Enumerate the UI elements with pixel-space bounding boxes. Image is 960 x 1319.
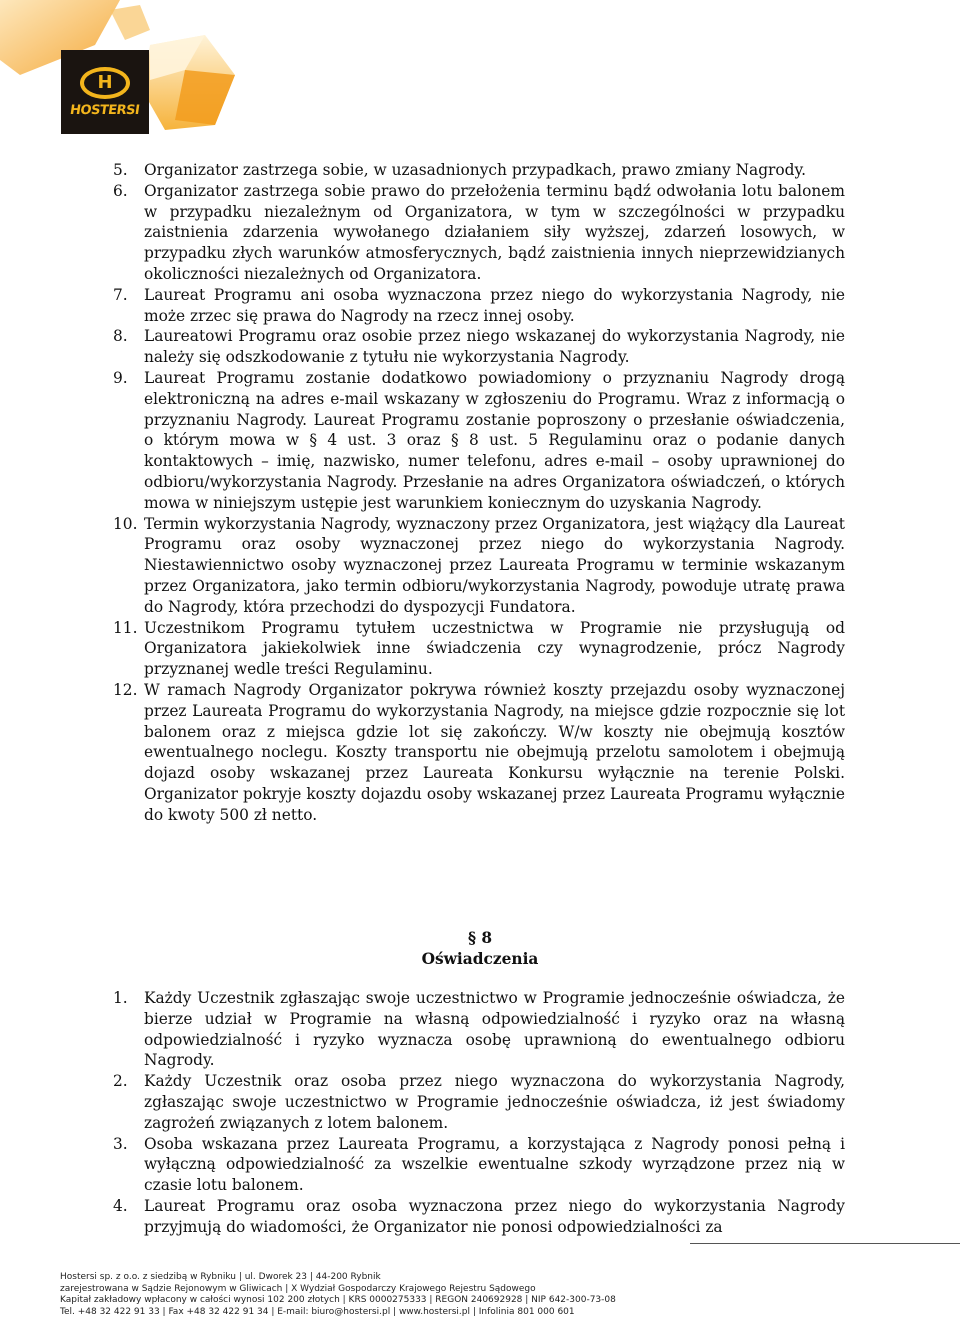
item-text: Osoba wskazana przez Laureata Programu, a korzystająca z Nagrody ponosi pełną i wyłączną odpowiedzialność za wszelkie ewentualne szkody wyrządzone przez nią w czasie lotu balonem. [144,1134,845,1195]
item-number: 11. [113,618,138,637]
item-text: Laureat Programu oraz osoba wyznaczona przez niego do wykorzystania Nagrody przyjmują do wiadomości, że Organizator nie ponosi odpowiedzialności za [144,1196,845,1236]
logo-text: HOSTERSI [69,102,141,118]
numbered-list-part1 [113,160,845,826]
item-number: 10. [113,514,138,533]
section-number: § 8 [467,929,493,947]
item-text: Laureat Programu ani osoba wyznaczona przez niego do wykorzystania Nagrody, nie może zrzec się prawa do Nagrody na rzecz innej osoby. [144,285,845,325]
item-number: 2. [113,1072,128,1091]
section-title: Oświadczenia [421,950,539,968]
footer-divider [690,1243,960,1244]
item-number: 8. [113,327,128,346]
item-number: 5. [113,161,128,179]
company-footer [60,1272,700,1318]
numbered-list-part2 [113,988,845,1238]
item-text: Termin wykorzystania Nagrody, wyznaczony przez Organizatora, jest wiążący dla Laureat Programu oraz osoby wyznaczonej przez niego do wykorzystania Nagrody. Niestawiennictwo osoby wyznaczonej przez Laureata Programu w terminie wskazanym przez Organizatora, jako termin odbioru/wykorzystania Nagrody, powoduje utratę prawa do Nagrody, która przechodzi do dyspozycji Fundatora. [144,514,845,616]
item-number: 4. [113,1196,128,1215]
list-item [113,1196,845,1238]
item-number: 1. [113,989,128,1007]
item-text: W ramach Nagrody Organizator pokrywa również koszty przejazdu osoby wyznaczonej przez Laureata Programu do wykorzystania Nagrody, na miejsce gdzie rozpocznie się lot balonem oraz z miejsca gdzie lot się zakończy. W/w koszty nie obejmują kosztów ewentualnego noclegu. Koszty transportu nie obejmują przelotu samolotem i obejmują dojazd osoby wskazanej przez Laureata Konkursu wyłącznie na terenie Polski. Organizator pokryje koszty dojazdu osoby wskazanej przez Laureata Programu wyłącznie do kwoty 500 zł netto. [144,680,845,824]
list-item [113,1134,845,1196]
item-text: Laureat Programu zostanie dodatkowo powiadomiony o przyznaniu Nagrody drogą elektroniczną na adres e-mail wskazany w zgłoszeniu do Programu. Wraz z informacją o przyznaniu Nagrody. Laureat Programu zostanie poproszony o przesłanie oświadczenia, o którym mowa w § 4 ust. 3 oraz § 8 ust. 5 Regulaminu oraz o podanie danych kontaktowych – imię, nazwisko, numer telefonu, adres e-mail – osoby uprawnionej do odbioru/wykorzystania Nagrody. Przesłanie na adres Organizatora oświadczeń, o których mowa w niniejszym ustępie jest warunkiem koniecznym do uzyskania Nagrody. [144,368,845,512]
list-item [113,326,845,368]
list-item [113,368,845,514]
list-item [113,514,845,618]
item-number: 7. [113,285,128,304]
footer-line: Kapitał zakładowy wpłacony w całości wynosi 102 200 złotych | KRS 0000275333 | REGON 240692928 | NIP 642-300-73-08 [60,1295,616,1305]
logo-mark: H [80,67,130,99]
list-item [113,181,845,285]
item-number: 3. [113,1134,128,1153]
item-number: 6. [113,181,128,200]
list-item [113,680,845,826]
item-number: 12. [113,680,138,699]
item-text: Uczestnikom Programu tytułem uczestnictwa w Programie nie przysługują od Organizatora jakiekolwiek inne świadczenia czy wynagrodzenie, prócz Nagrody przyznanej wedle treści Regulaminu. [144,618,845,679]
item-number: 9. [113,368,128,387]
list-item [113,160,845,181]
item-text: Każdy Uczestnik zgłaszając swoje uczestnictwo w Programie jednocześnie oświadcza, że bierze udział w Programie na własną odpowiedzialność i ryzyko oraz na własną odpowiedzialność i ryzyko wyznacza osobę uprawnioną do ewentualnego odbioru Nagrody. [144,989,845,1070]
hostersi-logo [61,50,149,134]
list-item [113,285,845,327]
item-text: Organizator zastrzega sobie prawo do przełożenia terminu bądź odwołania lotu balonem w przypadku niezależnym od Organizatora, w tym w szczególności w przypadku zaistnienia zdarzenia wywołanego działaniem siły wyższej, zdarzeń losowych, w przypadku złych warunków atmosferycznych, bądź zaistnienia innych nieprzewidzianych okoliczności niezależnych od Organizatora. [144,181,845,283]
list-item [113,988,845,1071]
list-item [113,618,845,680]
list-item [113,1071,845,1133]
item-text: Każdy Uczestnik oraz osoba przez niego wyznaczona do wykorzystania Nagrody, zgłaszając swoje uczestnictwo w Programie jednocześnie oświadcza, iż jest świadomy zagrożeń związanych z lotem balonem. [144,1072,845,1132]
item-text: Laureatowi Programu oraz osobie przez niego wskazanej do wykorzystania Nagrody, nie należy się odszkodowanie z tytułu nie wykorzystania Nagrody. [144,327,845,367]
footer-line: zarejestrowana w Sądzie Rejonowym w Gliwicach | X Wydział Gospodarczy Krajowego Rejestru Sądowego [60,1283,536,1294]
footer-line: Tel. +48 32 422 91 33 | Fax +48 32 422 91 34 | E-mail: biuro@hostersi.pl | www.hostersi.pl | Infolinia 801 000 601 [60,1306,575,1317]
item-text: Organizator zastrzega sobie, w uzasadnionych przypadkach, prawo zmiany Nagrody. [144,161,807,179]
footer-line: Hostersi sp. z o.o. z siedzibą w Rybniku | ul. Dworek 23 | 44-200 Rybnik [60,1272,381,1282]
